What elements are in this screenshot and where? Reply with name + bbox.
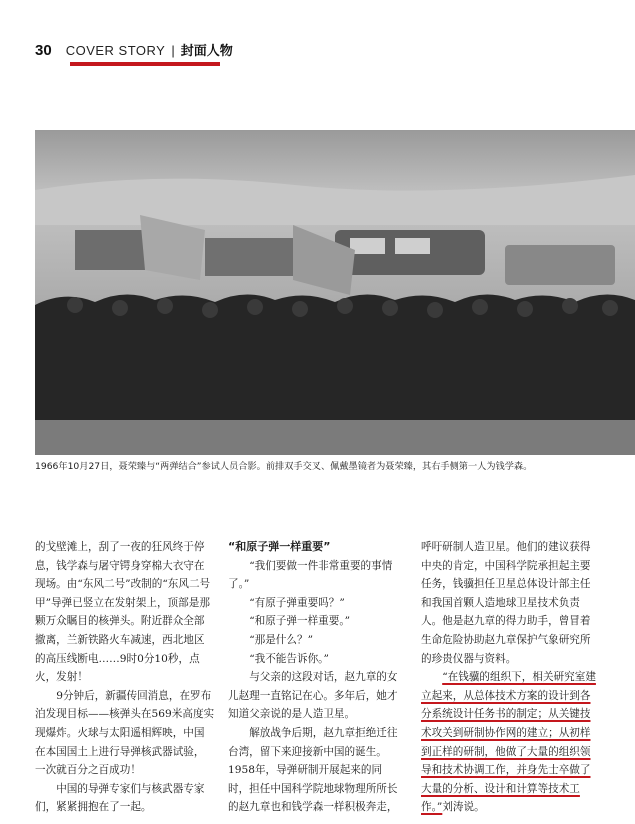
article-column-2 [228,538,403,817]
column1-paragraph: 的戈壁滩上，刮了一夜的狂风终于停息，钱学森与屠守锷身穿棉大衣守在现场。由“东风二号”改制的“东风二号甲”导弹已竖立在发射架上，顶部是那颗万众瞩目的核弹头。附近群众全部撤离，兰新铁路火车减速，西北地区的高压线断电……9时0分10秒，点火，发射！ [35,541,211,684]
dialogue-line: “和原子弹一样重要。” [249,615,351,628]
photo-caption: 1966年10月27日，聂荣臻与“两弹结合”参试人员合影。前排双手交叉、佩戴墨镜者为聂荣臻，其右手侧第一人为钱学森。 [35,461,533,472]
column3-paragraph: 呼吁研制人造卫星。他们的建议获得中央的肯定，中国科学院承担起主要任务，钱骥担任卫星总体设计部主任和我国首颗人造地球卫星技术负责人。他是赵九章的得力助手，曾冒着生命危险协助赵九章保护气象研究所的珍贵仪器与资料。 [421,541,591,665]
header-accent-bar [70,62,220,66]
column2-paragraph: 与父亲的这段对话，赵九章的女儿赵理一直铭记在心。多年后，她才知道父亲说的是人造卫星。 [228,671,398,721]
section-title-cn: 封面人物 [180,44,233,59]
dialogue-line: “我不能告诉你。” [249,652,329,665]
highlighted-quote [421,668,601,817]
section-title-en: COVER STORY [65,43,166,58]
dialogue-line: “有原子弹重要吗？” [249,596,345,609]
column2-paragraph: 解放战争后期，赵九章拒绝迁往台湾，留下来迎接新中国的诞生。1958年，导弹研制开展起来的同时，担任中国科学院地球物理所所长的赵九章也和钱学森一样积极奔走， [228,726,398,814]
article-column-3 [421,538,601,817]
underlined-quote-text: “在钱骥的组织下，相关研究室建立起来，从总体技术方案的设计到各分系统设计任务书的制定；从关键技术攻关到研制协作网的建立；从初样到正样的研制，他做了大量的组织领导和技术协调工作，并身先士卒做了大量的分析、设计和计算等技术工作。” [421,671,596,814]
column1-paragraph: 9分钟后，新疆传回消息，在罗布泊发现目标——核弹头在569米高度实现爆炸。火球与太阳遥相辉映，中国在本国国土上进行导弹核武器试验，一次就百分之百成功！ [35,689,215,777]
photo-illustration [35,130,635,455]
subsection-title: “和原子弹一样重要” [228,540,331,553]
page-header [35,40,233,62]
dialogue-line: “那是什么？” [249,633,313,646]
dialogue-line: “我们要做一件非常重要的事情了。” [228,559,393,591]
article-column-1 [35,538,215,817]
page-number: 30 [35,42,52,59]
historical-group-photo [35,130,635,455]
column1-paragraph: 中国的导弹专家们与核武器专家们，紧紧拥抱在了一起。 [35,782,205,814]
quote-attribution: 刘涛说。 [442,801,485,814]
section-separator: | [171,43,175,58]
